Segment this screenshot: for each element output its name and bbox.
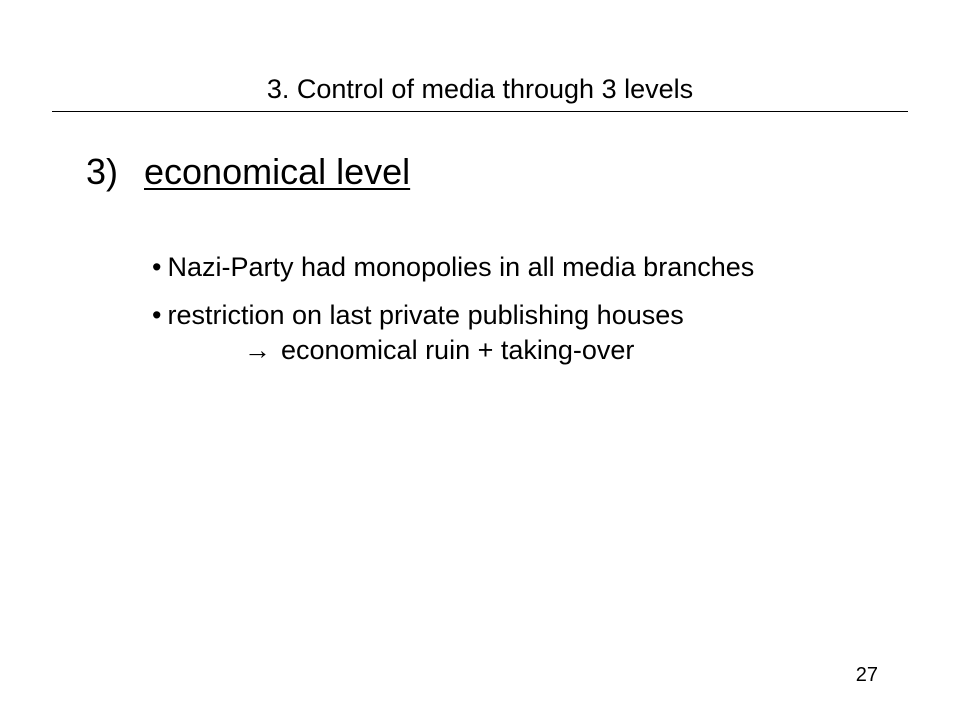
sub-point-text: economical ruin + taking-over [281, 335, 635, 365]
slide-title: 3. Control of media through 3 levels [266, 74, 694, 104]
title-divider [52, 111, 908, 112]
bullet-text: Nazi-Party had monopolies in all media branches [167, 252, 755, 282]
bullet-list [152, 250, 792, 381]
page-number: 27 [855, 664, 878, 686]
bullet-item [152, 250, 792, 285]
bullet-text: restriction on last private publishing houses [167, 300, 684, 330]
section-number: 3) [86, 151, 119, 192]
section-heading [86, 150, 410, 194]
bullet-marker: • [152, 252, 162, 282]
right-arrow-icon: → [244, 335, 271, 365]
sub-point [152, 333, 792, 368]
bullet-item [152, 298, 792, 368]
bullet-marker: • [152, 300, 162, 330]
section-heading-text: economical level [144, 151, 411, 192]
